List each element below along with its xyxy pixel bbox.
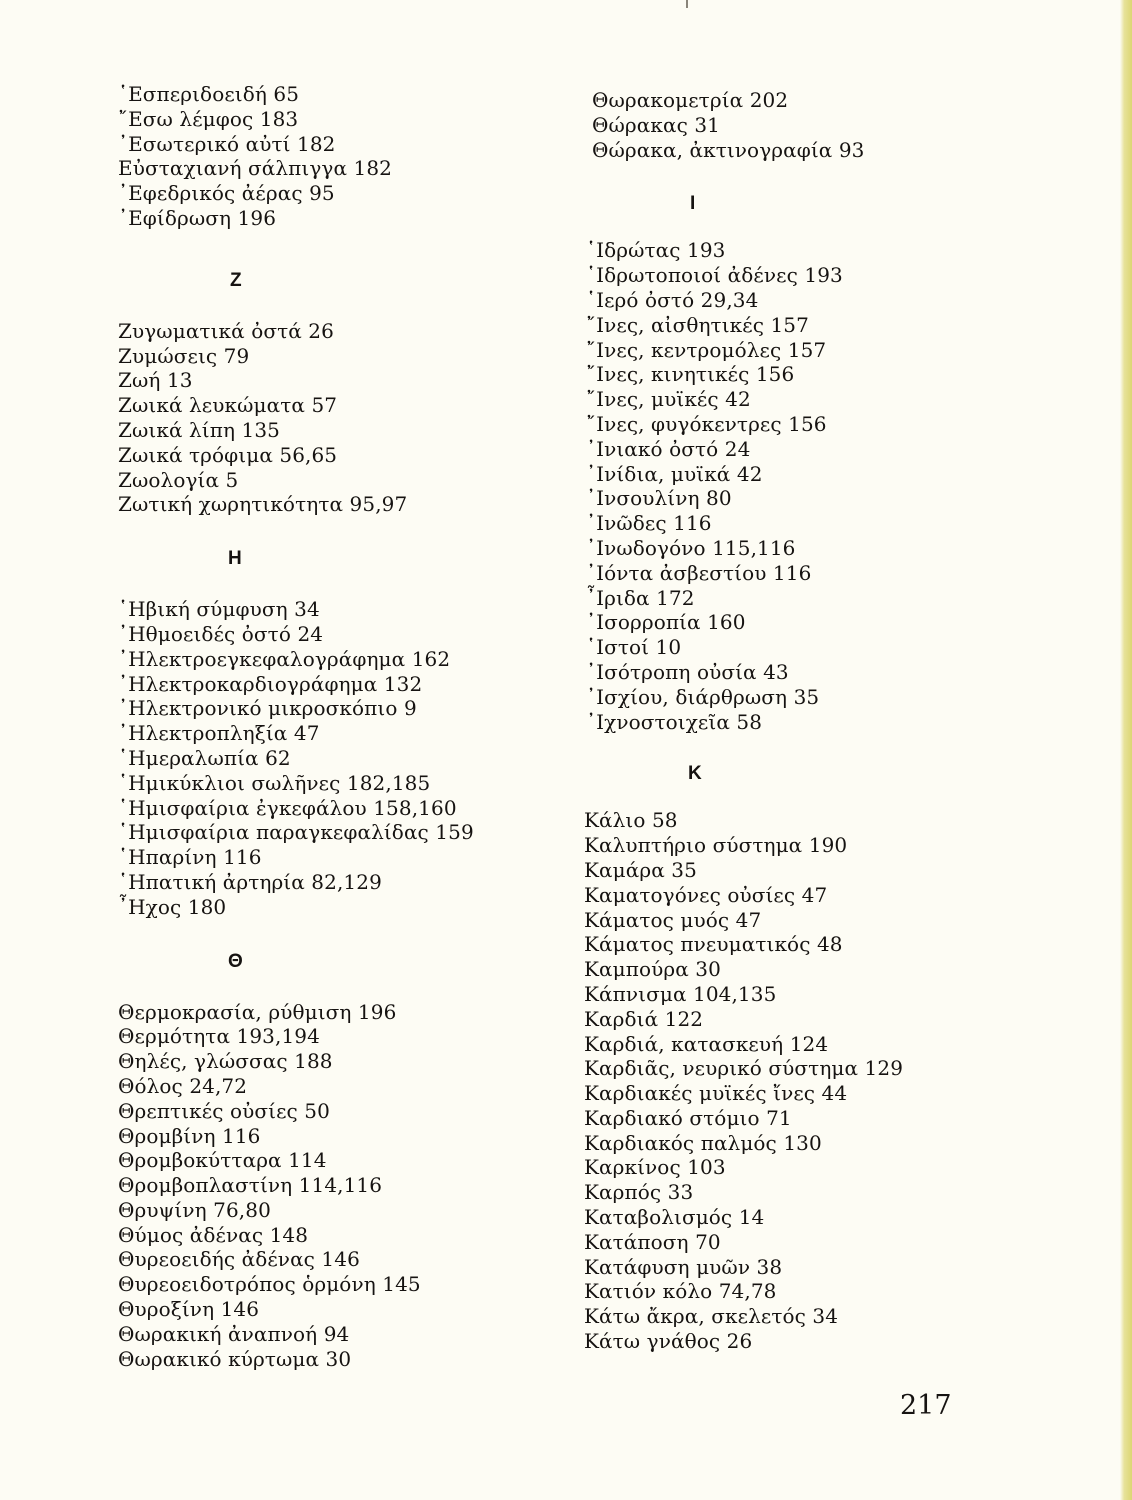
index-entry: Καρδιά 122: [584, 1006, 704, 1031]
index-column-left: [118, 82, 588, 1371]
index-entry: ῎Εσω λέμφος 183: [118, 106, 299, 131]
index-entry: Καρδιακό στόμιο 71: [584, 1105, 792, 1130]
index-entry: ῎Ινες, αἰσθητικές 157: [586, 312, 809, 337]
index-entry: Ζυγωματικά ὀστά 26: [118, 318, 334, 343]
index-entry: Καρκίνος 103: [584, 1155, 726, 1180]
index-entry: Καλυπτήριο σύστημα 190: [584, 833, 848, 858]
index-entry: ῾Ιερό ὀστό 29,34: [586, 287, 759, 312]
index-entry: ᾽Ισορροπία 160: [586, 610, 746, 635]
index-entry: Ζωτική χωρητικότητα 95,97: [118, 492, 408, 517]
index-group: [118, 1000, 588, 1372]
index-entry: Θυροξίνη 146: [118, 1297, 260, 1322]
index-entry: Θρομβοπλαστίνη 114,116: [118, 1173, 383, 1198]
index-entry: ᾽Ιχνοστοιχεῖα 58: [586, 709, 763, 734]
index-entry: ῏Ηχος 180: [118, 894, 227, 919]
index-entry: Θύμος ἀδένας 148: [118, 1222, 309, 1247]
index-letter-i: I: [690, 193, 696, 215]
index-entry: ᾽Ηλεκτροκαρδιογράφημα 132: [118, 671, 423, 696]
index-entry: ῾Ιδρωτοποιοί ἀδένες 193: [586, 263, 843, 288]
index-group: [118, 82, 588, 231]
page-number: 217: [900, 1390, 952, 1421]
index-entry: Ζυμώσεις 79: [118, 343, 250, 368]
index-entry: Καματογόνες οὐσίες 47: [584, 882, 828, 907]
index-entry: ῏Ιριδα 172: [586, 585, 695, 610]
index-entry: ᾽Ισχίου, διάρθρωση 35: [586, 684, 820, 709]
index-entry: ᾽Ηλεκτρονικό μικροσκόπιο 9: [118, 696, 417, 721]
index-entry: ῾Ημικύκλιοι σωλῆνες 182,185: [118, 770, 431, 795]
index-entry: Ζωικά τρόφιμα 56,65: [118, 442, 338, 467]
index-entry: Κάπνισμα 104,135: [584, 981, 777, 1006]
index-entry: ᾽Ινίδια, μυϊκά 42: [586, 461, 763, 486]
index-entry: ᾽Εφεδρικός ἀέρας 95: [118, 181, 335, 206]
index-entry: ᾽Ηλεκτροπληξία 47: [118, 721, 320, 746]
index-entry: Θερμότητα 193,194: [118, 1024, 320, 1049]
index-entry: ῾Ηπατική ἀρτηρία 82,129: [118, 869, 382, 894]
index-entry: Κάτω ἄκρα, σκελετός 34: [584, 1304, 839, 1329]
index-letter-z: Z: [230, 269, 242, 291]
index-entry: Καρδιακές μυϊκές ἴνες 44: [584, 1081, 848, 1106]
index-entry: ῾Ιστοί 10: [586, 635, 682, 660]
index-entry: Θυρεοειδοτρόπος ὁρμόνη 145: [118, 1272, 421, 1297]
index-group: [578, 238, 1048, 734]
index-entry: ῾Ιδρώτας 193: [586, 238, 726, 263]
index-entry: ᾽Ισότροπη οὐσία 43: [586, 659, 789, 684]
index-entry: Καρπός 33: [584, 1180, 694, 1205]
index-entry: ῾Εσπεριδοειδή 65: [118, 82, 300, 106]
index-entry: Θρεπτικές οὐσίες 50: [118, 1098, 330, 1123]
index-entry: Κάματος πνευματικός 48: [584, 932, 843, 957]
index-group: [118, 597, 588, 919]
index-entry: ᾽Εσωτερικό αὐτί 182: [118, 131, 336, 156]
index-letter-k: K: [688, 763, 702, 785]
index-entry: Θυρεοειδής ἀδένας 146: [118, 1247, 360, 1272]
index-entry: Θώρακα, ἀκτινογραφία 93: [592, 137, 865, 162]
index-column-right: [578, 88, 1048, 1354]
index-entry: Θωρακομετρία 202: [592, 88, 789, 112]
index-entry: Ζωικά λευκώματα 57: [118, 393, 338, 418]
scan-mark: [686, 0, 688, 8]
index-entry: Καρδιακός παλμός 130: [584, 1130, 822, 1155]
index-entry: ᾽Ηλεκτροεγκεφαλογράφημα 162: [118, 646, 451, 671]
index-entry: Εὐσταχιανή σάλπιγγα 182: [118, 156, 393, 181]
index-letter-theta: Θ: [228, 950, 243, 972]
index-group: [578, 88, 1048, 162]
index-entry: ῾Ημεραλωπία 62: [118, 745, 291, 770]
index-entry: ᾽Ιόντα ἀσβεστίου 116: [586, 560, 812, 585]
index-entry: Ζωολογία 5: [118, 467, 239, 492]
index-entry: ῎Ινες, μυϊκές 42: [586, 387, 751, 412]
index-entry: Θηλές, γλώσσας 188: [118, 1049, 333, 1074]
index-entry: ᾽Ηθμοειδές ὀστό 24: [118, 621, 324, 646]
index-entry: ῎Ινες, κεντρομόλες 157: [586, 337, 827, 362]
index-entry: Θρυψίνη 76,80: [118, 1197, 271, 1222]
index-entry: ᾽Ινωδογόνο 115,116: [586, 535, 796, 560]
index-entry: ῾Ηβική σύμφυση 34: [118, 597, 320, 622]
index-entry: Θερμοκρασία, ρύθμιση 196: [118, 999, 397, 1024]
index-entry: Ζωή 13: [118, 368, 193, 393]
index-entry: Θώρακας 31: [592, 112, 720, 137]
index-letter-h: H: [228, 548, 242, 570]
page-edge-shadow: [1120, 0, 1132, 1500]
index-entry: ῾Ημισφαίρια παραγκεφαλίδας 159: [118, 820, 474, 845]
index-entry: Κάλιο 58: [584, 808, 678, 833]
index-entry: Θρομβίνη 116: [118, 1123, 261, 1148]
index-entry: Καρδιᾶς, νευρικό σύστημα 129: [584, 1056, 904, 1081]
index-entry: Θωρακικό κύρτωμα 30: [118, 1346, 352, 1371]
index-entry: Καμάρα 35: [584, 857, 697, 882]
index-group: [118, 319, 588, 517]
index-entry: ῾Ηπαρίνη 116: [118, 845, 262, 870]
index-entry: Θόλος 24,72: [118, 1073, 248, 1098]
index-group: [578, 808, 1048, 1354]
index-entry: Ζωικά λίπη 135: [118, 417, 280, 442]
index-entry: Κατάφυση μυῶν 38: [584, 1254, 783, 1279]
index-entry: Καταβολισμός 14: [584, 1205, 765, 1230]
index-entry: Κατάποση 70: [584, 1229, 721, 1254]
index-entry: ῾Ημισφαίρια ἐγκεφάλου 158,160: [118, 795, 457, 820]
index-entry: ᾽Ινῶδες 116: [586, 511, 712, 536]
index-entry: ᾽Ινσουλίνη 80: [586, 486, 732, 511]
index-entry: Θωρακική ἀναπνοή 94: [118, 1321, 350, 1346]
index-entry: Καρδιά, κατασκευή 124: [584, 1031, 829, 1056]
index-entry: Κάτω γνάθος 26: [584, 1329, 753, 1354]
index-entry: Κατιόν κόλο 74,78: [584, 1279, 777, 1304]
index-entry: ῎Ινες, κινητικές 156: [586, 362, 795, 387]
index-entry: Θρομβοκύτταρα 114: [118, 1148, 327, 1173]
index-entry: ᾽Ινιακό ὀστό 24: [586, 436, 751, 461]
index-entry: ῎Ινες, φυγόκεντρες 156: [586, 411, 827, 436]
index-entry: ᾽Εφίδρωση 196: [118, 205, 277, 230]
index-entry: Κάματος μυός 47: [584, 907, 762, 932]
index-entry: Καμπούρα 30: [584, 957, 721, 982]
